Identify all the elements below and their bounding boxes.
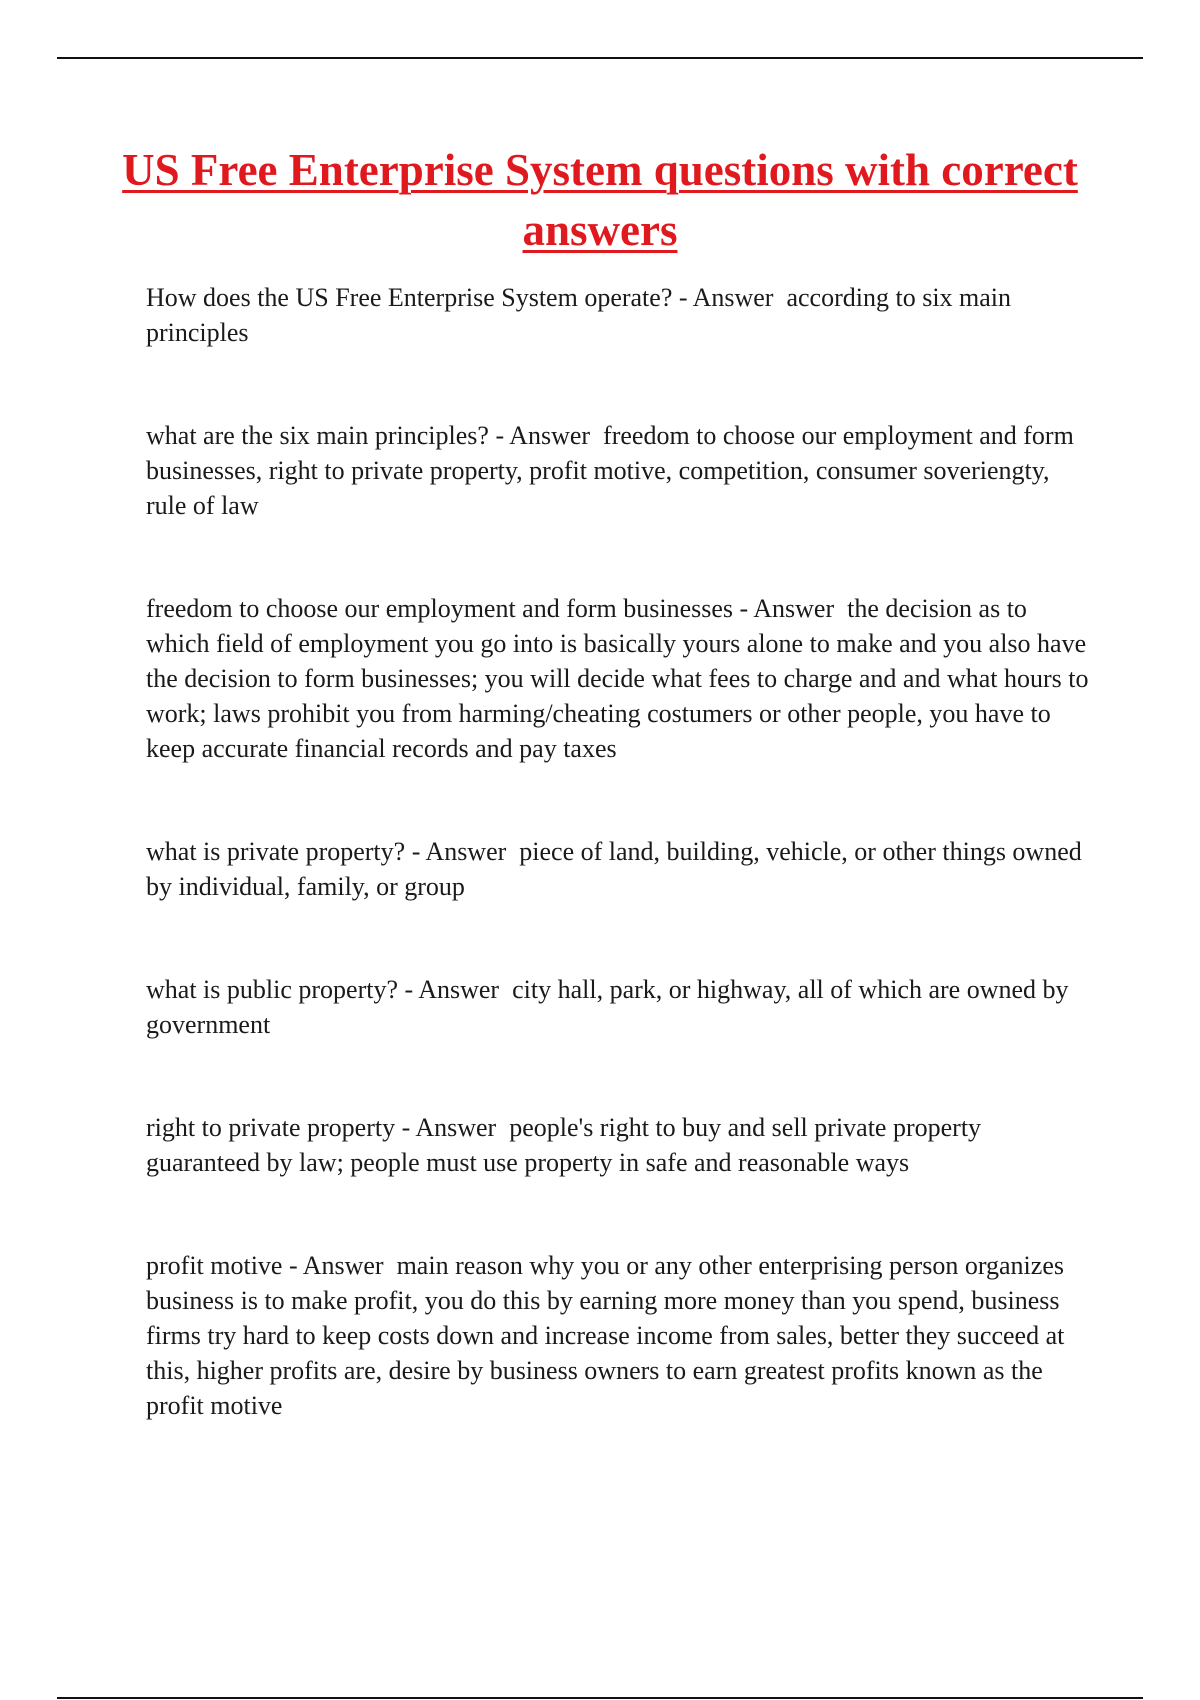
- answer-separator: - Answer: [488, 421, 604, 450]
- question-text: profit motive: [146, 1251, 283, 1280]
- qa-item: [146, 834, 1096, 904]
- answer-text: people's right to buy and sell private property guaranteed by law; people must use property in safe and reasonable ways: [146, 1113, 988, 1177]
- answer-text: the decision as to which field of employment you go into is basically yours alone to make and you also have the decision to form businesses; you will decide what fees to charge and and what hours to work; laws prohibit you from harming/cheating costumers or other people, you have to keep accurate financial records and pay taxes: [146, 594, 1096, 763]
- answer-separator: - Answer: [405, 837, 520, 866]
- top-rule: [57, 57, 1143, 59]
- question-text: freedom to choose our employment and form businesses: [146, 594, 734, 623]
- qa-item: [146, 972, 1096, 1042]
- page-title: US Free Enterprise System questions with correct answers: [122, 145, 1078, 255]
- answer-text: according to six main principles: [146, 283, 1018, 347]
- question-text: what are the six main principles?: [146, 421, 489, 450]
- qa-item: [146, 1248, 1096, 1423]
- question-text: what is public property?: [146, 975, 398, 1004]
- question-text: How does the US Free Enterprise System operate?: [146, 283, 673, 312]
- question-text: what is private property?: [146, 837, 406, 866]
- qa-item: [146, 418, 1096, 523]
- qa-item: [146, 591, 1096, 766]
- answer-text: freedom to choose our employment and form businesses, right to private property, profit motive, competition, consumer soveriengty, rule of law: [146, 421, 1081, 520]
- answer-separator: - Answer: [282, 1251, 397, 1280]
- question-text: right to private property: [146, 1113, 396, 1142]
- qa-item: [146, 280, 1096, 350]
- answer-separator: - Answer: [395, 1113, 510, 1142]
- bottom-rule: [57, 1697, 1143, 1699]
- qa-item: [146, 1110, 1096, 1180]
- answer-separator: - Answer: [733, 594, 848, 623]
- answer-separator: - Answer: [672, 283, 787, 312]
- answer-separator: - Answer: [398, 975, 513, 1004]
- answer-text: main reason why you or any other enterprising person organizes business is to make profit, you do this by earning more money than you spend, business firms try hard to keep costs down and increase income from sales, better they succeed at this, higher profits are, desire by business owners to earn greatest profits known as the profit motive: [146, 1251, 1071, 1420]
- answer-text: piece of land, building, vehicle, or other things owned by individual, family, or group: [146, 837, 1089, 901]
- answer-text: city hall, park, or highway, all of which are owned by government: [146, 975, 1076, 1039]
- qa-list: [146, 280, 1096, 1423]
